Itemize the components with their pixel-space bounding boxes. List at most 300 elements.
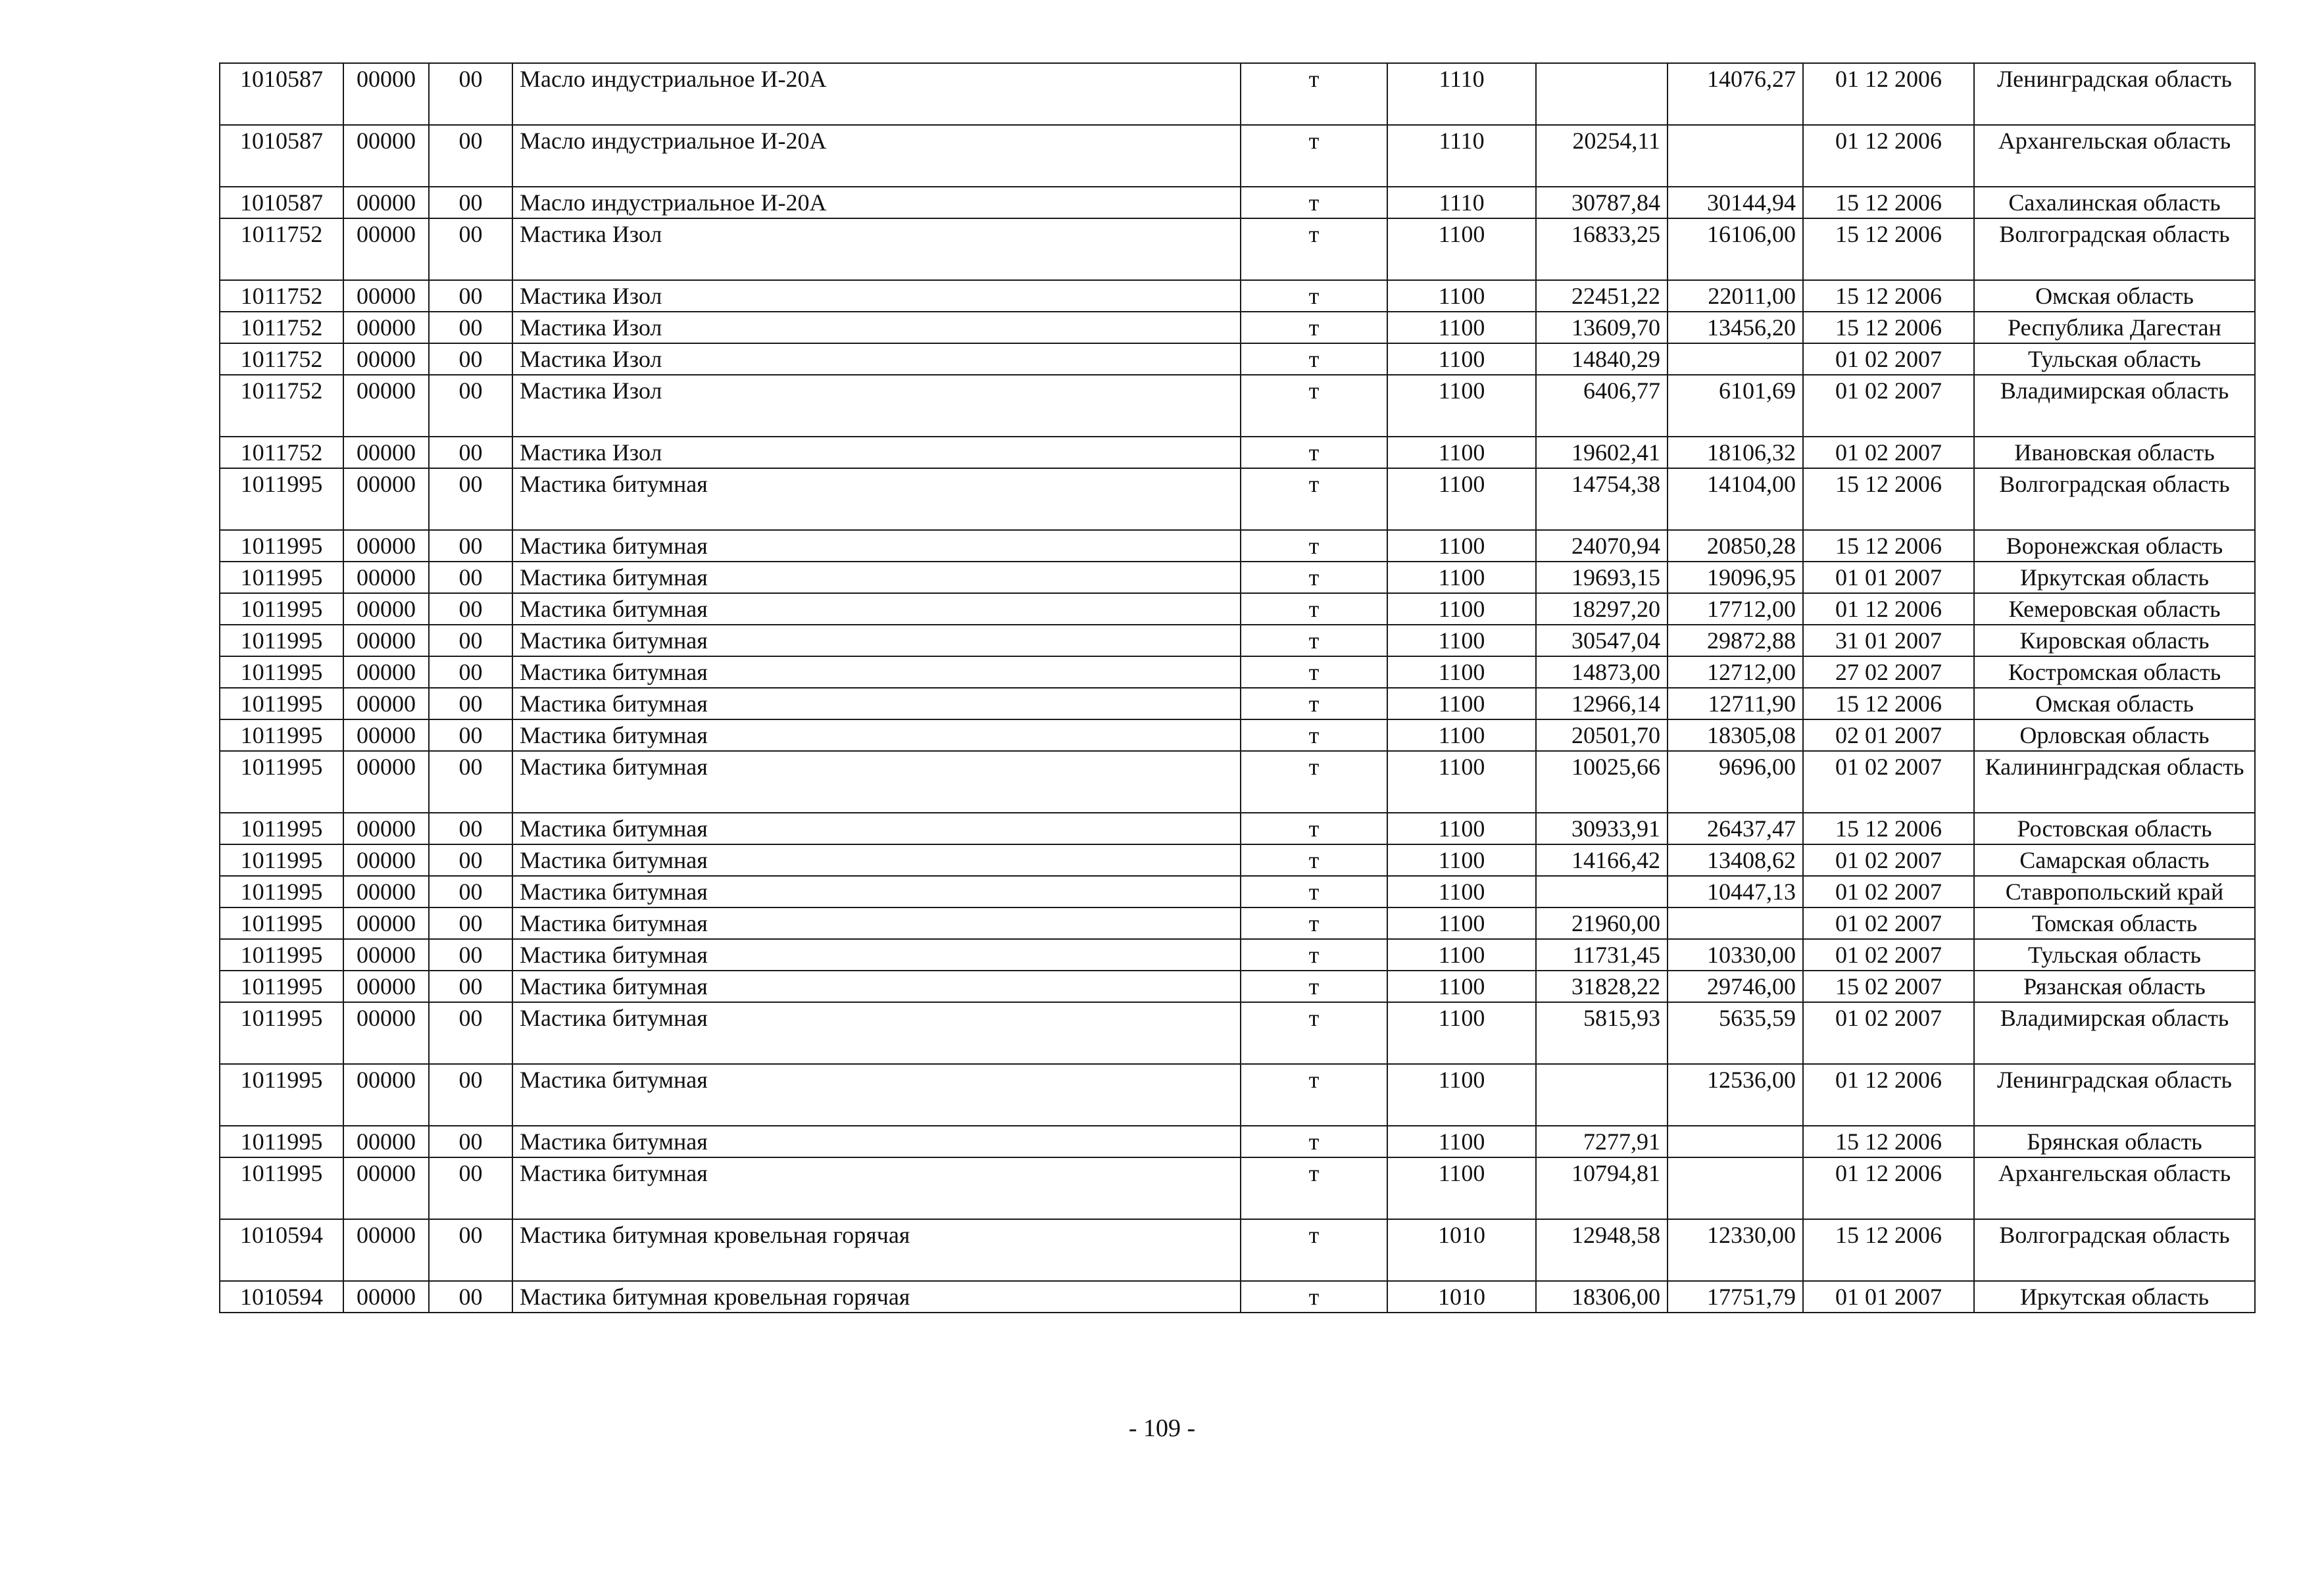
unit-cell: т	[1241, 312, 1387, 343]
unit-cell: т	[1241, 813, 1387, 844]
price-table-container	[219, 62, 2254, 1313]
table-row	[220, 562, 2255, 593]
sub-code-cell: 00000	[343, 530, 429, 562]
okp-code-cell: 1100	[1387, 562, 1536, 593]
price-cell	[1668, 343, 1803, 375]
product-name-cell: Мастика битумная	[512, 530, 1241, 562]
unit-cell: т	[1241, 1219, 1387, 1281]
date-cell: 01 02 2007	[1803, 844, 1974, 876]
region-cell: Иркутская область	[1974, 562, 2255, 593]
product-code-cell: 1011995	[220, 1064, 343, 1126]
price-cell: 19096,95	[1668, 562, 1803, 593]
price-with-vat-cell: 30787,84	[1536, 187, 1668, 218]
product-name-cell: Мастика битумная	[512, 971, 1241, 1002]
table-row	[220, 468, 2255, 530]
price-with-vat-cell: 6406,77	[1536, 375, 1668, 437]
product-name-cell: Мастика битумная	[512, 1064, 1241, 1126]
price-cell: 12711,90	[1668, 688, 1803, 719]
okp-code-cell: 1110	[1387, 187, 1536, 218]
product-code-cell: 1011995	[220, 813, 343, 844]
unit-cell: т	[1241, 375, 1387, 437]
table-row	[220, 312, 2255, 343]
okp-code-cell: 1110	[1387, 63, 1536, 125]
okp-code-cell: 1100	[1387, 1126, 1536, 1157]
date-cell: 15 12 2006	[1803, 468, 1974, 530]
price-with-vat-cell	[1536, 876, 1668, 907]
product-name-cell: Мастика битумная	[512, 813, 1241, 844]
table-row	[220, 593, 2255, 625]
price-with-vat-cell: 21960,00	[1536, 907, 1668, 939]
unit-cell: т	[1241, 939, 1387, 971]
index-cell: 00	[429, 1281, 512, 1313]
unit-cell: т	[1241, 844, 1387, 876]
sub-code-cell: 00000	[343, 1281, 429, 1313]
product-code-cell: 1010594	[220, 1219, 343, 1281]
sub-code-cell: 00000	[343, 876, 429, 907]
product-name-cell: Мастика битумная	[512, 468, 1241, 530]
price-cell: 22011,00	[1668, 280, 1803, 312]
date-cell: 01 02 2007	[1803, 375, 1974, 437]
okp-code-cell: 1100	[1387, 218, 1536, 280]
price-cell: 14076,27	[1668, 63, 1803, 125]
sub-code-cell: 00000	[343, 813, 429, 844]
unit-cell: т	[1241, 719, 1387, 751]
product-code-cell: 1010594	[220, 1281, 343, 1313]
price-cell: 26437,47	[1668, 813, 1803, 844]
product-code-cell: 1011995	[220, 562, 343, 593]
product-name-cell: Мастика Изол	[512, 280, 1241, 312]
unit-cell: т	[1241, 530, 1387, 562]
date-cell: 15 12 2006	[1803, 1126, 1974, 1157]
price-with-vat-cell: 20501,70	[1536, 719, 1668, 751]
table-row	[220, 1219, 2255, 1281]
sub-code-cell: 00000	[343, 844, 429, 876]
region-cell: Владимирская область	[1974, 375, 2255, 437]
price-with-vat-cell	[1536, 1064, 1668, 1126]
region-cell: Архангельская область	[1974, 125, 2255, 187]
sub-code-cell: 00000	[343, 688, 429, 719]
price-cell	[1668, 907, 1803, 939]
index-cell: 00	[429, 688, 512, 719]
region-cell: Брянская область	[1974, 1126, 2255, 1157]
date-cell: 02 01 2007	[1803, 719, 1974, 751]
region-cell: Томская область	[1974, 907, 2255, 939]
price-cell: 6101,69	[1668, 375, 1803, 437]
price-with-vat-cell: 11731,45	[1536, 939, 1668, 971]
okp-code-cell: 1100	[1387, 939, 1536, 971]
product-name-cell: Мастика битумная	[512, 876, 1241, 907]
price-cell: 5635,59	[1668, 1002, 1803, 1064]
region-cell: Республика Дагестан	[1974, 312, 2255, 343]
region-cell: Волгоградская область	[1974, 218, 2255, 280]
date-cell: 01 12 2006	[1803, 1064, 1974, 1126]
table-row	[220, 437, 2255, 468]
region-cell: Ленинградская область	[1974, 63, 2255, 125]
table-row	[220, 813, 2255, 844]
date-cell: 01 02 2007	[1803, 907, 1974, 939]
date-cell: 15 12 2006	[1803, 187, 1974, 218]
price-with-vat-cell: 30933,91	[1536, 813, 1668, 844]
price-cell	[1668, 1157, 1803, 1219]
okp-code-cell: 1100	[1387, 375, 1536, 437]
table-row	[220, 876, 2255, 907]
date-cell: 31 01 2007	[1803, 625, 1974, 656]
price-cell: 14104,00	[1668, 468, 1803, 530]
okp-code-cell: 1100	[1387, 312, 1536, 343]
product-name-cell: Мастика битумная кровельная горячая	[512, 1281, 1241, 1313]
region-cell: Архангельская область	[1974, 1157, 2255, 1219]
product-code-cell: 1011752	[220, 312, 343, 343]
sub-code-cell: 00000	[343, 343, 429, 375]
product-code-cell: 1011995	[220, 719, 343, 751]
unit-cell: т	[1241, 876, 1387, 907]
unit-cell: т	[1241, 971, 1387, 1002]
date-cell: 01 02 2007	[1803, 751, 1974, 813]
date-cell: 01 01 2007	[1803, 1281, 1974, 1313]
table-row	[220, 63, 2255, 125]
index-cell: 00	[429, 971, 512, 1002]
price-cell: 12712,00	[1668, 656, 1803, 688]
price-cell: 17751,79	[1668, 1281, 1803, 1313]
table-row	[220, 688, 2255, 719]
index-cell: 00	[429, 63, 512, 125]
price-with-vat-cell: 7277,91	[1536, 1126, 1668, 1157]
index-cell: 00	[429, 280, 512, 312]
price-cell: 10447,13	[1668, 876, 1803, 907]
date-cell: 01 01 2007	[1803, 562, 1974, 593]
unit-cell: т	[1241, 751, 1387, 813]
sub-code-cell: 00000	[343, 1002, 429, 1064]
region-cell: Рязанская область	[1974, 971, 2255, 1002]
date-cell: 15 02 2007	[1803, 971, 1974, 1002]
price-with-vat-cell: 13609,70	[1536, 312, 1668, 343]
sub-code-cell: 00000	[343, 1157, 429, 1219]
unit-cell: т	[1241, 656, 1387, 688]
date-cell: 15 12 2006	[1803, 813, 1974, 844]
price-cell	[1668, 1126, 1803, 1157]
sub-code-cell: 00000	[343, 1064, 429, 1126]
okp-code-cell: 1100	[1387, 1157, 1536, 1219]
product-code-cell: 1011995	[220, 939, 343, 971]
sub-code-cell: 00000	[343, 375, 429, 437]
sub-code-cell: 00000	[343, 125, 429, 187]
price-table	[219, 62, 2256, 1313]
sub-code-cell: 00000	[343, 312, 429, 343]
sub-code-cell: 00000	[343, 593, 429, 625]
date-cell: 01 02 2007	[1803, 437, 1974, 468]
product-code-cell: 1010587	[220, 187, 343, 218]
product-name-cell: Мастика битумная	[512, 907, 1241, 939]
date-cell: 01 12 2006	[1803, 1157, 1974, 1219]
unit-cell: т	[1241, 1002, 1387, 1064]
product-name-cell: Масло индустриальное И-20А	[512, 125, 1241, 187]
product-code-cell: 1011995	[220, 593, 343, 625]
table-row	[220, 656, 2255, 688]
region-cell: Ленинградская область	[1974, 1064, 2255, 1126]
table-row	[220, 1281, 2255, 1313]
unit-cell: т	[1241, 63, 1387, 125]
region-cell: Омская область	[1974, 280, 2255, 312]
sub-code-cell: 00000	[343, 656, 429, 688]
table-row	[220, 375, 2255, 437]
unit-cell: т	[1241, 1126, 1387, 1157]
date-cell: 01 02 2007	[1803, 343, 1974, 375]
date-cell: 01 12 2006	[1803, 593, 1974, 625]
table-row	[220, 530, 2255, 562]
price-with-vat-cell: 19602,41	[1536, 437, 1668, 468]
price-with-vat-cell: 14873,00	[1536, 656, 1668, 688]
price-with-vat-cell: 14840,29	[1536, 343, 1668, 375]
price-cell: 17712,00	[1668, 593, 1803, 625]
date-cell: 01 02 2007	[1803, 876, 1974, 907]
index-cell: 00	[429, 218, 512, 280]
okp-code-cell: 1100	[1387, 907, 1536, 939]
unit-cell: т	[1241, 218, 1387, 280]
okp-code-cell: 1100	[1387, 593, 1536, 625]
table-row	[220, 1002, 2255, 1064]
region-cell: Омская область	[1974, 688, 2255, 719]
product-name-cell: Мастика битумная	[512, 719, 1241, 751]
product-code-cell: 1011995	[220, 751, 343, 813]
unit-cell: т	[1241, 562, 1387, 593]
price-cell: 9696,00	[1668, 751, 1803, 813]
price-cell: 16106,00	[1668, 218, 1803, 280]
okp-code-cell: 1100	[1387, 971, 1536, 1002]
product-name-cell: Мастика битумная	[512, 1126, 1241, 1157]
price-with-vat-cell: 19693,15	[1536, 562, 1668, 593]
region-cell: Волгоградская область	[1974, 468, 2255, 530]
sub-code-cell: 00000	[343, 939, 429, 971]
index-cell: 00	[429, 751, 512, 813]
index-cell: 00	[429, 1219, 512, 1281]
okp-code-cell: 1010	[1387, 1219, 1536, 1281]
okp-code-cell: 1100	[1387, 530, 1536, 562]
region-cell: Иркутская область	[1974, 1281, 2255, 1313]
price-with-vat-cell: 12966,14	[1536, 688, 1668, 719]
sub-code-cell: 00000	[343, 907, 429, 939]
price-cell: 29746,00	[1668, 971, 1803, 1002]
table-row	[220, 751, 2255, 813]
date-cell: 15 12 2006	[1803, 530, 1974, 562]
price-with-vat-cell: 16833,25	[1536, 218, 1668, 280]
unit-cell: т	[1241, 280, 1387, 312]
price-cell: 18106,32	[1668, 437, 1803, 468]
okp-code-cell: 1100	[1387, 625, 1536, 656]
sub-code-cell: 00000	[343, 751, 429, 813]
region-cell: Калининградская область	[1974, 751, 2255, 813]
sub-code-cell: 00000	[343, 971, 429, 1002]
index-cell: 00	[429, 939, 512, 971]
sub-code-cell: 00000	[343, 468, 429, 530]
sub-code-cell: 00000	[343, 1126, 429, 1157]
region-cell: Волгоградская область	[1974, 1219, 2255, 1281]
product-name-cell: Мастика битумная	[512, 939, 1241, 971]
okp-code-cell: 1100	[1387, 280, 1536, 312]
table-row	[220, 719, 2255, 751]
product-code-cell: 1011995	[220, 1002, 343, 1064]
price-with-vat-cell: 5815,93	[1536, 1002, 1668, 1064]
price-cell	[1668, 125, 1803, 187]
product-name-cell: Мастика битумная кровельная горячая	[512, 1219, 1241, 1281]
product-code-cell: 1010587	[220, 63, 343, 125]
product-code-cell: 1011995	[220, 907, 343, 939]
index-cell: 00	[429, 530, 512, 562]
table-row	[220, 1064, 2255, 1126]
product-code-cell: 1011995	[220, 1157, 343, 1219]
page-number: - 109 -	[1128, 1414, 1196, 1442]
product-code-cell: 1011995	[220, 1126, 343, 1157]
index-cell: 00	[429, 813, 512, 844]
index-cell: 00	[429, 1126, 512, 1157]
region-cell: Владимирская область	[1974, 1002, 2255, 1064]
unit-cell: т	[1241, 437, 1387, 468]
okp-code-cell: 1100	[1387, 719, 1536, 751]
unit-cell: т	[1241, 907, 1387, 939]
table-row	[220, 218, 2255, 280]
unit-cell: т	[1241, 1064, 1387, 1126]
okp-code-cell: 1110	[1387, 125, 1536, 187]
date-cell: 01 02 2007	[1803, 1002, 1974, 1064]
region-cell: Ставропольский край	[1974, 876, 2255, 907]
date-cell: 15 12 2006	[1803, 1219, 1974, 1281]
product-name-cell: Мастика битумная	[512, 844, 1241, 876]
table-row	[220, 907, 2255, 939]
index-cell: 00	[429, 187, 512, 218]
table-row	[220, 1126, 2255, 1157]
region-cell: Тульская область	[1974, 343, 2255, 375]
sub-code-cell: 00000	[343, 562, 429, 593]
index-cell: 00	[429, 125, 512, 187]
region-cell: Тульская область	[1974, 939, 2255, 971]
price-with-vat-cell: 18297,20	[1536, 593, 1668, 625]
table-row	[220, 625, 2255, 656]
product-code-cell: 1011995	[220, 468, 343, 530]
unit-cell: т	[1241, 343, 1387, 375]
sub-code-cell: 00000	[343, 625, 429, 656]
product-name-cell: Мастика Изол	[512, 375, 1241, 437]
table-body	[220, 63, 2255, 1313]
price-with-vat-cell: 14754,38	[1536, 468, 1668, 530]
sub-code-cell: 00000	[343, 187, 429, 218]
price-with-vat-cell: 30547,04	[1536, 625, 1668, 656]
price-cell: 20850,28	[1668, 530, 1803, 562]
table-row	[220, 939, 2255, 971]
date-cell: 15 12 2006	[1803, 688, 1974, 719]
table-row	[220, 187, 2255, 218]
region-cell: Самарская область	[1974, 844, 2255, 876]
unit-cell: т	[1241, 468, 1387, 530]
product-code-cell: 1011752	[220, 218, 343, 280]
product-code-cell: 1011995	[220, 971, 343, 1002]
okp-code-cell: 1100	[1387, 656, 1536, 688]
price-with-vat-cell: 12948,58	[1536, 1219, 1668, 1281]
region-cell: Орловская область	[1974, 719, 2255, 751]
product-name-cell: Мастика битумная	[512, 1002, 1241, 1064]
price-with-vat-cell: 24070,94	[1536, 530, 1668, 562]
unit-cell: т	[1241, 593, 1387, 625]
index-cell: 00	[429, 562, 512, 593]
okp-code-cell: 1100	[1387, 844, 1536, 876]
product-code-cell: 1011995	[220, 876, 343, 907]
date-cell: 01 02 2007	[1803, 939, 1974, 971]
sub-code-cell: 00000	[343, 719, 429, 751]
product-name-cell: Мастика Изол	[512, 312, 1241, 343]
index-cell: 00	[429, 1064, 512, 1126]
region-cell: Воронежская область	[1974, 530, 2255, 562]
date-cell: 15 12 2006	[1803, 312, 1974, 343]
okp-code-cell: 1100	[1387, 343, 1536, 375]
sub-code-cell: 00000	[343, 218, 429, 280]
product-name-cell: Мастика Изол	[512, 218, 1241, 280]
product-name-cell: Масло индустриальное И-20А	[512, 187, 1241, 218]
price-cell: 29872,88	[1668, 625, 1803, 656]
okp-code-cell: 1100	[1387, 751, 1536, 813]
index-cell: 00	[429, 593, 512, 625]
sub-code-cell: 00000	[343, 280, 429, 312]
product-name-cell: Мастика битумная	[512, 751, 1241, 813]
index-cell: 00	[429, 1157, 512, 1219]
index-cell: 00	[429, 312, 512, 343]
product-code-cell: 1011995	[220, 530, 343, 562]
index-cell: 00	[429, 468, 512, 530]
price-cell: 10330,00	[1668, 939, 1803, 971]
price-cell: 13408,62	[1668, 844, 1803, 876]
product-name-cell: Мастика битумная	[512, 1157, 1241, 1219]
unit-cell: т	[1241, 625, 1387, 656]
product-name-cell: Мастика битумная	[512, 562, 1241, 593]
product-code-cell: 1011752	[220, 437, 343, 468]
sub-code-cell: 00000	[343, 63, 429, 125]
table-row	[220, 280, 2255, 312]
product-name-cell: Мастика битумная	[512, 656, 1241, 688]
product-code-cell: 1011995	[220, 656, 343, 688]
okp-code-cell: 1100	[1387, 1002, 1536, 1064]
date-cell: 15 12 2006	[1803, 280, 1974, 312]
sub-code-cell: 00000	[343, 1219, 429, 1281]
table-row	[220, 125, 2255, 187]
region-cell: Кировская область	[1974, 625, 2255, 656]
product-name-cell: Мастика битумная	[512, 688, 1241, 719]
okp-code-cell: 1100	[1387, 813, 1536, 844]
price-with-vat-cell: 14166,42	[1536, 844, 1668, 876]
price-with-vat-cell: 10025,66	[1536, 751, 1668, 813]
unit-cell: т	[1241, 1157, 1387, 1219]
unit-cell: т	[1241, 688, 1387, 719]
okp-code-cell: 1100	[1387, 468, 1536, 530]
product-name-cell: Мастика битумная	[512, 625, 1241, 656]
product-code-cell: 1010587	[220, 125, 343, 187]
region-cell: Костромская область	[1974, 656, 2255, 688]
product-code-cell: 1011752	[220, 375, 343, 437]
region-cell: Ростовская область	[1974, 813, 2255, 844]
index-cell: 00	[429, 719, 512, 751]
product-code-cell: 1011995	[220, 688, 343, 719]
product-name-cell: Масло индустриальное И-20А	[512, 63, 1241, 125]
price-with-vat-cell	[1536, 63, 1668, 125]
unit-cell: т	[1241, 125, 1387, 187]
price-cell: 13456,20	[1668, 312, 1803, 343]
index-cell: 00	[429, 625, 512, 656]
product-name-cell: Мастика Изол	[512, 437, 1241, 468]
date-cell: 01 12 2006	[1803, 63, 1974, 125]
region-cell: Сахалинская область	[1974, 187, 2255, 218]
price-cell: 12330,00	[1668, 1219, 1803, 1281]
table-row	[220, 1157, 2255, 1219]
price-cell: 30144,94	[1668, 187, 1803, 218]
price-with-vat-cell: 22451,22	[1536, 280, 1668, 312]
index-cell: 00	[429, 343, 512, 375]
table-row	[220, 844, 2255, 876]
